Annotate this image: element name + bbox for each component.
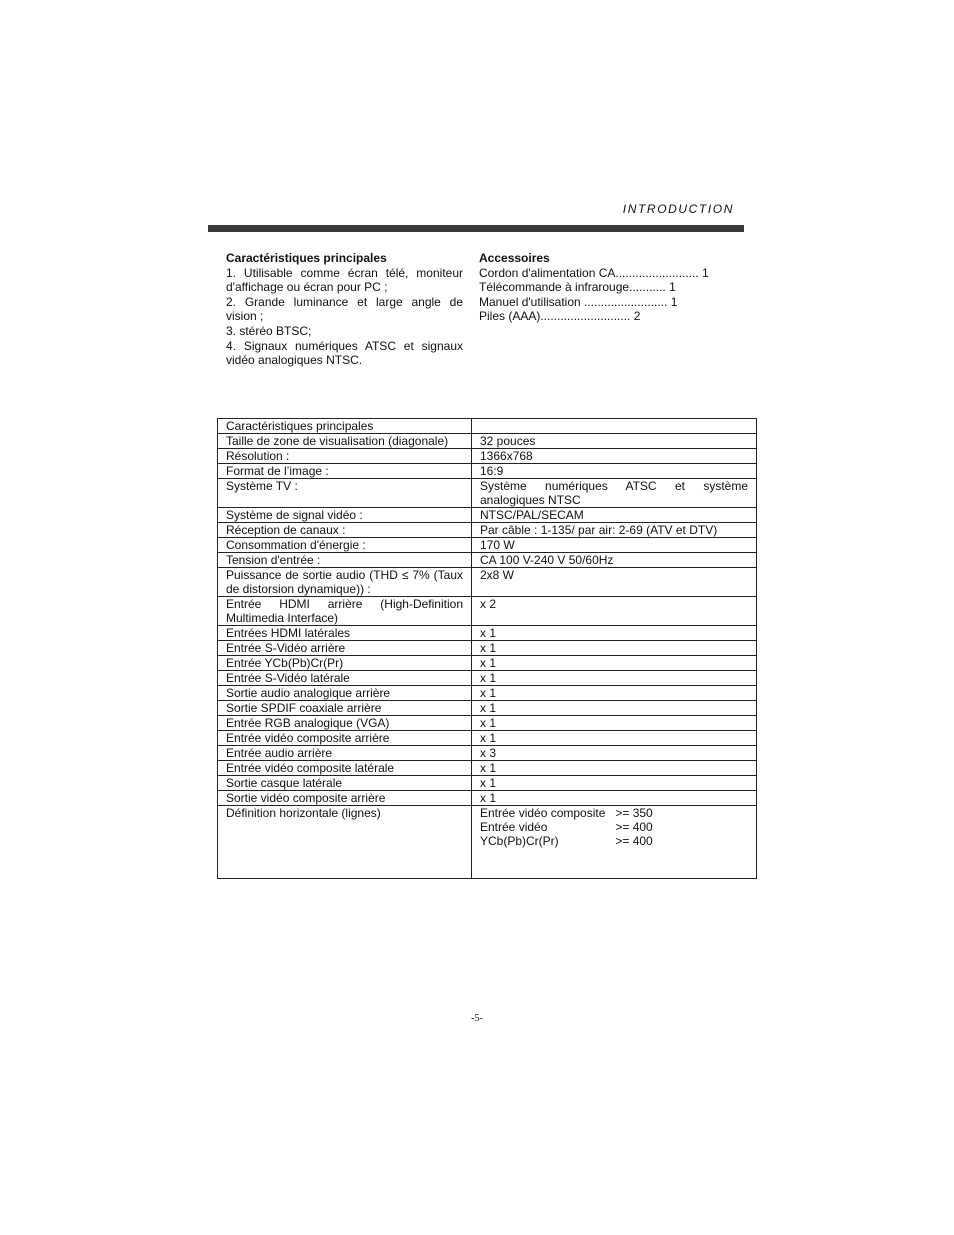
- accessory-item: Télécommande à infrarouge........... 1: [479, 280, 676, 295]
- table-row: [218, 656, 757, 671]
- accessory-item: Manuel d'utilisation ......................... 1: [479, 294, 678, 309]
- spec-value: x 1: [472, 656, 757, 671]
- spec-value: x 1: [472, 671, 757, 686]
- spec-value: CA 100 V-240 V 50/60Hz: [472, 553, 757, 568]
- hd-value: >= 400: [615, 834, 653, 848]
- feature-item: 3. stéréo BTSC;: [226, 323, 312, 338]
- spec-label: Entrée RGB analogique (VGA): [218, 716, 472, 731]
- header-divider-bar: [208, 225, 744, 232]
- spec-value: x 1: [472, 716, 757, 731]
- spec-label: Sortie audio analogique arrière: [218, 686, 472, 701]
- spec-value: 2x8 W: [472, 568, 757, 597]
- table-row: [218, 776, 757, 791]
- accessories-section: [479, 251, 739, 324]
- horizontal-definition-line: [480, 820, 748, 834]
- spec-label: Réception de canaux :: [218, 523, 472, 538]
- horizontal-definition-line: [480, 806, 748, 820]
- table-row: [218, 806, 757, 879]
- spec-label: Définition horizontale (lignes): [218, 806, 472, 879]
- table-row: [218, 597, 757, 626]
- spec-label: Entrées HDMI latérales: [218, 626, 472, 641]
- spec-value: x 1: [472, 701, 757, 716]
- spec-value: 32 pouces: [472, 434, 757, 449]
- hd-key: Entrée vidéo: [480, 820, 548, 834]
- table-header-row: [218, 419, 757, 434]
- accessories-heading: Accessoires: [479, 251, 550, 265]
- table-row: [218, 508, 757, 523]
- spec-label: Entrée YCb(Pb)Cr(Pr): [218, 656, 472, 671]
- spec-value: NTSC/PAL/SECAM: [472, 508, 757, 523]
- table-row: [218, 671, 757, 686]
- spec-label: Entrée audio arrière: [218, 746, 472, 761]
- spec-value: Système numériques ATSC et système analogiques NTSC: [472, 479, 757, 508]
- hd-value: >= 400: [615, 820, 653, 834]
- table-row: [218, 434, 757, 449]
- spec-value: x 1: [472, 791, 757, 806]
- hd-key: YCb(Pb)Cr(Pr): [480, 834, 559, 848]
- table-row: [218, 701, 757, 716]
- table-row: [218, 641, 757, 656]
- spec-value: x 1: [472, 686, 757, 701]
- table-row: [218, 731, 757, 746]
- spec-label: Format de l’image :: [218, 464, 472, 479]
- spec-value-horizontal-definition: [472, 806, 757, 879]
- spec-label: Entrée vidéo composite arrière: [218, 731, 472, 746]
- table-row: [218, 716, 757, 731]
- spec-label: Puissance de sortie audio (THD ≤ 7% (Taux de distorsion dynamique)) :: [218, 568, 472, 597]
- spec-label: Système de signal vidéo :: [218, 508, 472, 523]
- features-heading: Caractéristiques principales: [226, 251, 387, 265]
- feature-item: 4. Signaux numériques ATSC et signaux vidéo analogiques NTSC.: [226, 338, 463, 368]
- accessory-item: Piles (AAA)........................... 2: [479, 309, 641, 324]
- hd-value: >= 350: [615, 806, 653, 820]
- spec-value: x 3: [472, 746, 757, 761]
- spec-value: x 1: [472, 641, 757, 656]
- table-row: [218, 538, 757, 553]
- spec-label: Entrée HDMI arrière (High-Definition Multimedia Interface): [218, 597, 472, 626]
- specifications-table: [217, 418, 757, 879]
- spec-value: 1366x768: [472, 449, 757, 464]
- table-row: [218, 464, 757, 479]
- spec-value: 16:9: [472, 464, 757, 479]
- spec-label: Taille de zone de visualisation (diagonale): [218, 434, 472, 449]
- table-header-value: [472, 419, 757, 434]
- table-header-label: Caractéristiques principales: [218, 419, 472, 434]
- table-row: [218, 568, 757, 597]
- spec-label: Entrée vidéo composite latérale: [218, 761, 472, 776]
- table-row: [218, 449, 757, 464]
- table-row: [218, 686, 757, 701]
- spec-value: x 2: [472, 597, 757, 626]
- spec-value: 170 W: [472, 538, 757, 553]
- table-row: [218, 523, 757, 538]
- table-row: [218, 553, 757, 568]
- spec-label: Résolution :: [218, 449, 472, 464]
- horizontal-definition-line: [480, 834, 748, 848]
- page-number: -5-: [471, 1013, 483, 1024]
- spec-value: x 1: [472, 626, 757, 641]
- spec-value: x 1: [472, 731, 757, 746]
- spec-label: Entrée S-Vidéo arrière: [218, 641, 472, 656]
- spec-label: Consommation d'énergie :: [218, 538, 472, 553]
- spec-label: Sortie SPDIF coaxiale arrière: [218, 701, 472, 716]
- table-row: [218, 791, 757, 806]
- table-row: [218, 626, 757, 641]
- feature-item: 1. Utilisable comme écran télé, moniteur d'affichage ou écran pour PC ;: [226, 265, 463, 295]
- hd-key: Entrée vidéo composite: [480, 806, 606, 820]
- spec-label: Sortie casque latérale: [218, 776, 472, 791]
- accessory-item: Cordon d'alimentation CA......................... 1: [479, 265, 709, 280]
- spec-value: Par câble : 1-135/ par air: 2-69 (ATV et DTV): [472, 523, 757, 538]
- spec-label: Tension d'entrée :: [218, 553, 472, 568]
- features-section: [226, 251, 463, 368]
- spec-value: x 1: [472, 761, 757, 776]
- table-row: [218, 746, 757, 761]
- page-section-title: INTRODUCTION: [622, 202, 734, 216]
- table-row: [218, 479, 757, 508]
- spec-label: Système TV :: [218, 479, 472, 508]
- spec-value: x 1: [472, 776, 757, 791]
- spec-label: Sortie vidéo composite arrière: [218, 791, 472, 806]
- spec-label: Entrée S-Vidéo latérale: [218, 671, 472, 686]
- feature-item: 2. Grande luminance et large angle de vision ;: [226, 294, 463, 324]
- table-row: [218, 761, 757, 776]
